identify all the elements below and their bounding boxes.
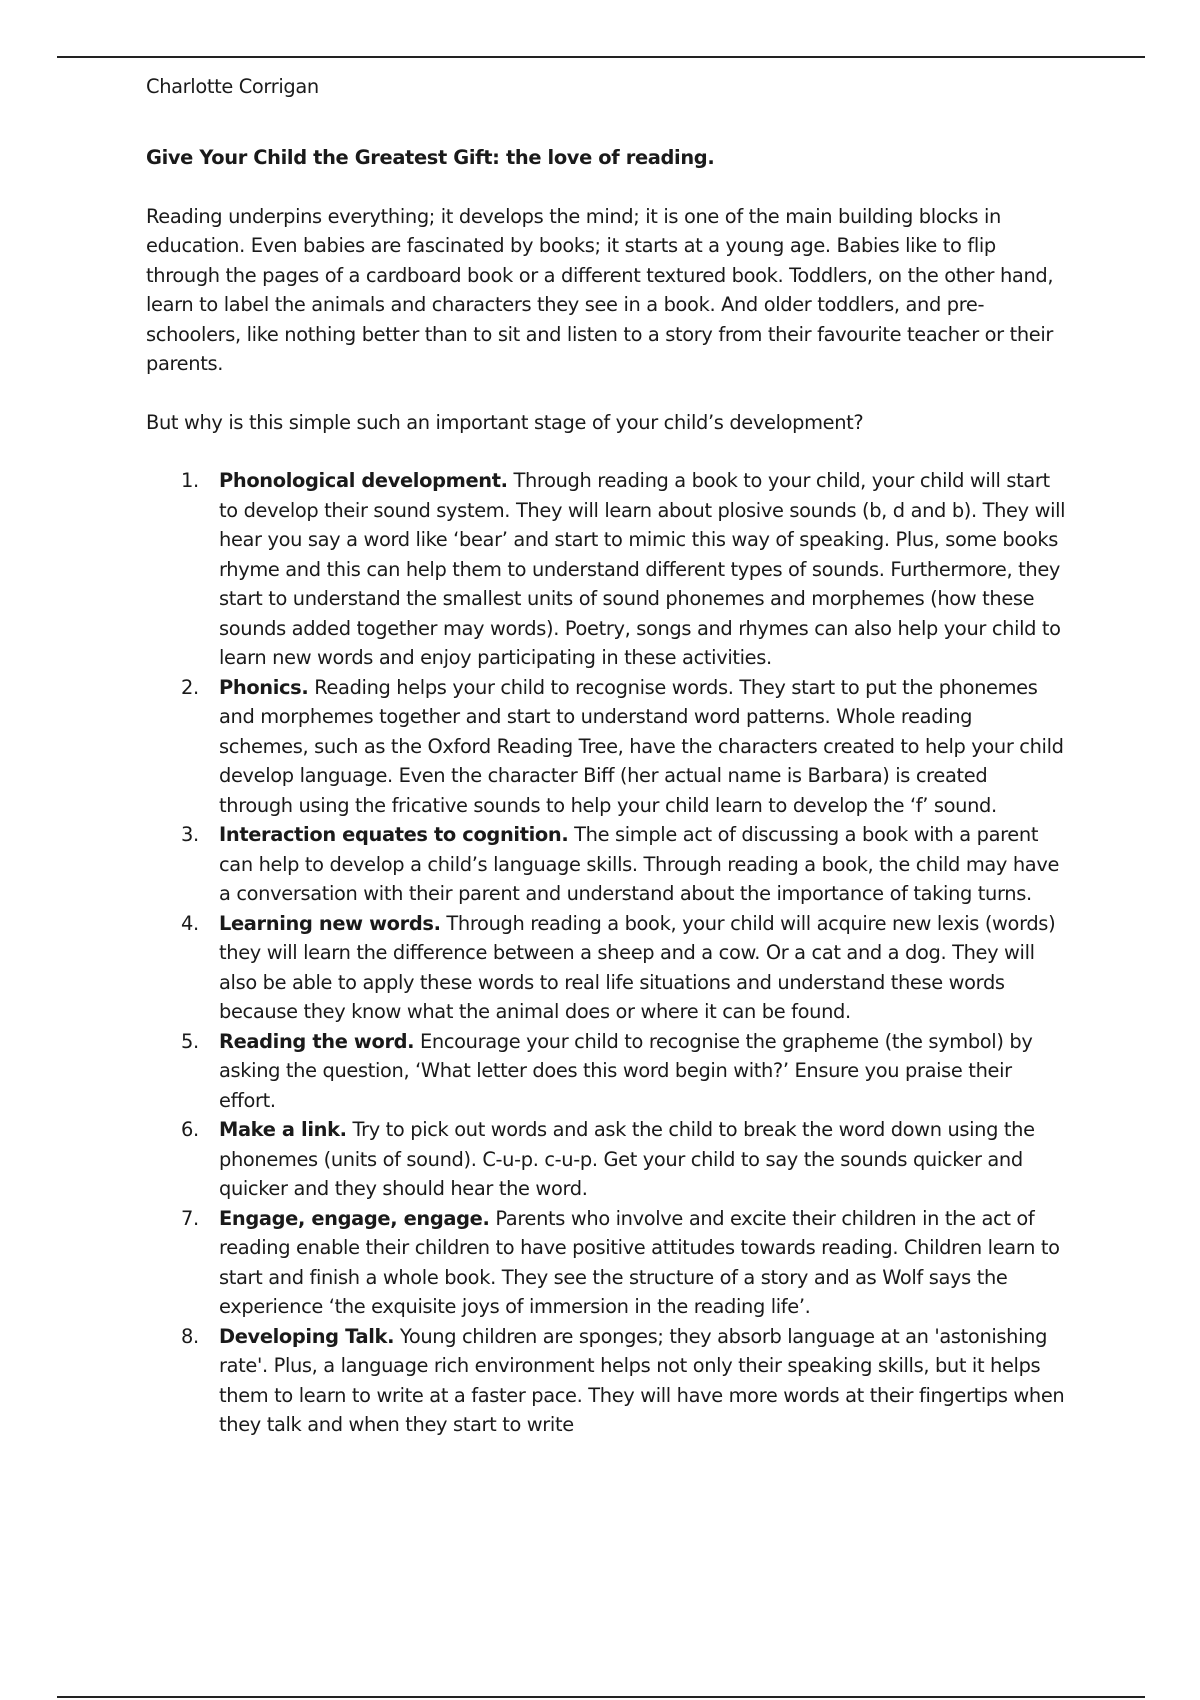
- list-item: [146, 1115, 1066, 1204]
- list-item: [146, 673, 1066, 821]
- list-number: 2.: [181, 675, 199, 699]
- question-paragraph: But why is this simple such an important stage of your child’s development?: [146, 410, 864, 434]
- list-number: 4.: [181, 911, 199, 935]
- list-item-heading: Reading the word.: [219, 1029, 415, 1053]
- list-item-heading: Interaction equates to cognition.: [219, 823, 569, 846]
- page-top-rule: [57, 56, 1145, 58]
- list-item-heading: Engage, engage, engage.: [219, 1206, 490, 1230]
- list-item-text: Try to pick out words and ask the child to break the word down using the phonemes (units of sound). C-u-p. c-u-p. Get your child to say the sounds quicker and quicker and they should hear the word.: [219, 1118, 1035, 1200]
- list-item-heading: Developing Talk.: [219, 1324, 395, 1348]
- page-bottom-rule: [57, 1696, 1145, 1698]
- list-number: 3.: [181, 823, 199, 846]
- list-item: [146, 820, 1066, 909]
- list-item-text: Reading helps your child to recognise words. They start to put the phonemes and morphemes together and start to understand word patterns. Whole reading schemes, such as the Oxford Reading Tree, have the characters created to help your child develop language. Even the character Biff (her actual name is Barbara) is created through using the fricative sounds to help your child learn to develop the ‘f’ sound.: [219, 675, 1064, 817]
- list-item-heading: Make a link.: [219, 1118, 347, 1141]
- list-number: 6.: [181, 1118, 199, 1141]
- document-body: [146, 72, 1066, 1440]
- article-title: Give Your Child the Greatest Gift: the love of reading.: [146, 146, 715, 169]
- list-item-text: The simple act of discussing a book with a parent can help to develop a child’s language skills. Through reading a book, the child may have a conversation with their parent and understand about the importance of taking turns.: [219, 823, 1060, 905]
- list-number: 7.: [181, 1206, 199, 1230]
- author-name: Charlotte Corrigan: [146, 75, 319, 98]
- list-item: [146, 1204, 1066, 1322]
- list-number: 1.: [181, 469, 199, 492]
- numbered-list: [146, 466, 1066, 1440]
- list-item-heading: Phonological development.: [219, 469, 508, 492]
- list-number: 8.: [181, 1324, 199, 1348]
- list-item-heading: Learning new words.: [219, 911, 441, 935]
- list-item: [146, 1322, 1066, 1440]
- intro-paragraph: Reading underpins everything; it develops the mind; it is one of the main building blocks in education. Even babies are fascinated by books; it starts at a young age. Babies like to flip through the pages of a cardboard book or a different textured book. Toddlers, on the other hand, learn to label the animals and characters they see in a book. And older toddlers, and pre-schoolers, like nothing better than to sit and listen to a story from their favourite teacher or their parents.: [146, 204, 1054, 375]
- list-item-text: Through reading a book to your child, your child will start to develop their sound system. They will learn about plosive sounds (b, d and b). They will hear you say a word like ‘bear’ and start to mimic this way of speaking. Plus, some books rhyme and this can help them to understand different types of sounds. Furthermore, they start to understand the smallest units of sound phonemes and morphemes (how these sounds added together may words). Poetry, songs and rhymes can also help your child to learn new words and enjoy participating in these activities.: [219, 469, 1066, 669]
- list-item-heading: Phonics.: [219, 675, 309, 699]
- list-item: [146, 466, 1066, 673]
- list-item-text: Parents who involve and excite their children in the act of reading enable their children to have positive attitudes towards reading. Children learn to start and finish a whole book. They see the structure of a story and as Wolf says the experience ‘the exquisite joys of immersion in the reading life’.: [219, 1206, 1060, 1318]
- list-item-text: Through reading a book, your child will acquire new lexis (words) they will learn the difference between a sheep and a cow. Or a cat and a dog. They will also be able to apply these words to real life situations and understand these words because they know what the animal does or where it can be found.: [219, 911, 1056, 1023]
- list-item-text: Young children are sponges; they absorb language at an 'astonishing rate'. Plus, a language rich environment helps not only their speaking skills, but it helps them to learn to write at a faster pace. They will have more words at their fingertips when they talk and when they start to write: [219, 1324, 1065, 1436]
- list-item: [146, 909, 1066, 1027]
- list-item-text: Encourage your child to recognise the grapheme (the symbol) by asking the question, ‘What letter does this word begin with?’ Ensure you praise their effort.: [219, 1029, 1033, 1112]
- list-number: 5.: [181, 1029, 199, 1053]
- list-item: [146, 1027, 1066, 1116]
